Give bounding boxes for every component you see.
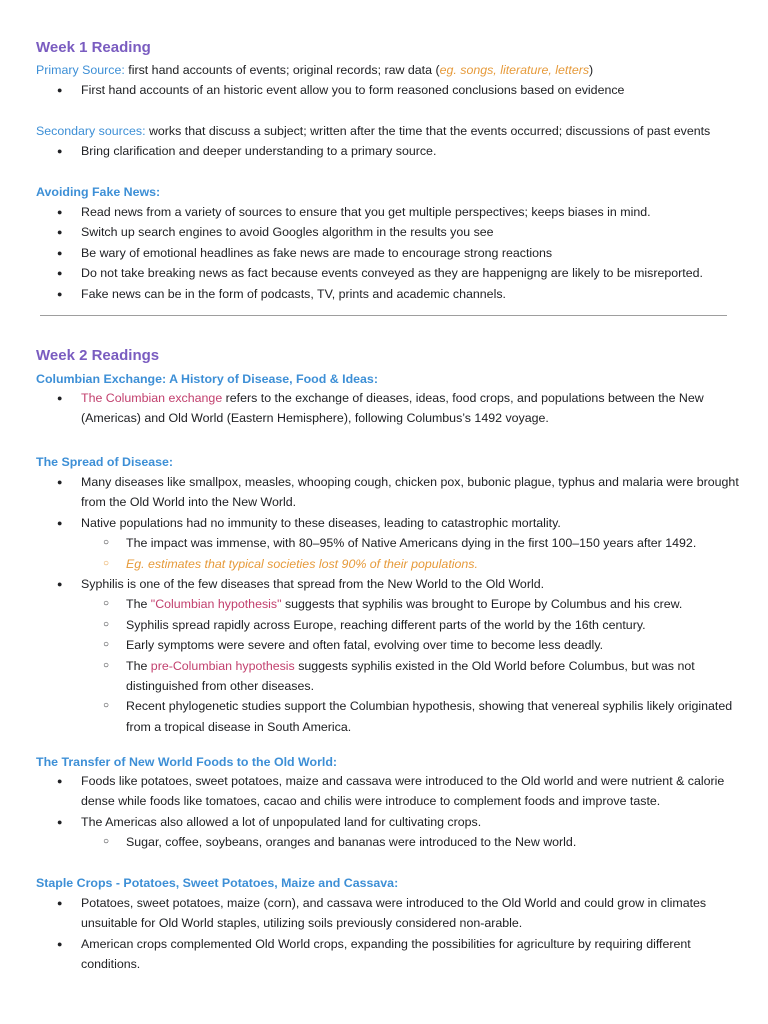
sub-list-item: ○ Early symptoms were severe and often fatal, evolving over time to become less deadly. (36, 635, 744, 655)
list-item: ● Do not take breaking news as fact because events conveyed as they are happenigng are likely to be misreported. (36, 263, 744, 283)
list-item: ● Read news from a variety of sources to ensure that you get multiple perspectives; keeps biases in mind. (36, 202, 744, 222)
primary-source-definition: Primary Source: first hand accounts of events; original records; raw data (eg. songs, literature, letters) (36, 63, 594, 77)
list-item: ● Native populations had no immunity to these diseases, leading to catastrophic mortality. (36, 513, 744, 533)
primary-source-bullets (36, 80, 744, 100)
spread-of-disease-heading: The Spread of Disease: (36, 455, 174, 469)
columbian-exchange-heading: Columbian Exchange: A History of Disease, Food & Ideas: (36, 372, 378, 386)
list-item: ● The Americas also allowed a lot of unpopulated land for cultivating crops. (36, 812, 744, 832)
week2-title: Week 2 Readings (36, 347, 160, 364)
list-item: ● Foods like potatoes, sweet potatoes, maize and cassava were introduced to the Old world and were nutrient & calorie dense while foods like tomatoes, cacao and chilis were introduce to complement foods and improve taste. (36, 771, 744, 812)
staple-crops-heading: Staple Crops - Potatoes, Sweet Potatoes, Maize and Cassava: (36, 876, 399, 890)
list-item: ● Many diseases like smallpox, measles, whooping cough, chicken pox, bubonic plague, typhus and malaria were brought from the Old World into the New World. (36, 472, 744, 513)
list-item: ● Be wary of emotional headlines as fake news are made to encourage strong reactions (36, 243, 744, 263)
secondary-source-term: Secondary sources: (36, 124, 146, 138)
sub-list-item: ○ The "Columbian hypothesis" suggests that syphilis was brought to Europe by Columbus and his crew. (36, 594, 744, 614)
list-item: ● American crops complemented Old World crops, expanding the possibilities for agriculture by requiring different conditions. (36, 934, 744, 975)
list-item: ● Syphilis is one of the few diseases that spread from the New World to the Old World. (36, 574, 744, 594)
pre-columbian-hypothesis-term: pre-Columbian hypothesis (150, 658, 295, 673)
sub-list-item: ○ The impact was immense, with 80–95% of Native Americans dying in the first 100–150 years after 1492. (36, 533, 744, 553)
sub-list-item: ○ Syphilis spread rapidly across Europe, reaching different parts of the world by the 16th century. (36, 615, 744, 635)
list-item: ● Switch up search engines to avoid Googles algorithm in the results you see (36, 222, 744, 242)
secondary-source-definition: Secondary sources: works that discuss a subject; written after the time that the events occurred; discussions of past events (36, 124, 711, 138)
list-item: ● Potatoes, sweet potatoes, maize (corn), and cassava were introduced to the Old World and could grow in climates unsuitable for Old World staples, utilizing soils previously considered non-arable. (36, 893, 744, 934)
staple-crops-bullets (36, 893, 744, 975)
sub-list-item: ○ Sugar, coffee, soybeans, oranges and bananas were introduced to the New world. (36, 832, 744, 852)
list-item: ● First hand accounts of an historic event allow you to form reasoned conclusions based on evidence (36, 80, 744, 100)
week1-title: Week 1 Reading (36, 39, 151, 56)
section-divider (40, 315, 727, 316)
fake-news-heading: Avoiding Fake News: (36, 185, 161, 199)
columbian-exchange-term: The Columbian exchange (81, 391, 223, 405)
secondary-source-bullets (36, 141, 744, 161)
fake-news-bullets (36, 202, 744, 304)
new-world-foods-heading: The Transfer of New World Foods to the Old World: (36, 755, 338, 769)
columbian-exchange-bullets (36, 388, 744, 429)
spread-of-disease-bullets (36, 472, 744, 737)
sub-list-item: ○ The pre-Columbian hypothesis suggests syphilis existed in the Old World before Columbus, but was not distinguished from other diseases. (36, 656, 744, 697)
sub-list-item: ○ Recent phylogenetic studies support the Columbian hypothesis, showing that venereal syphilis likely originated from a tropical disease in South America. (36, 696, 744, 737)
columbian-hypothesis-term: "Columbian hypothesis" (150, 597, 282, 612)
list-item: ● Fake news can be in the form of podcasts, TV, prints and academic channels. (36, 284, 744, 304)
list-item: ● The Columbian exchange refers to the exchange of dieases, ideas, food crops, and populations between the New (Americas) and Old World (Eastern Hemisphere), following Columbus’s 1492 voyage. (36, 388, 744, 429)
sub-list-item-example: ○ Eg. estimates that typical societies lost 90% of their populations. (36, 554, 744, 574)
primary-source-term: Primary Source: (36, 63, 125, 77)
primary-source-examples: eg. songs, literature, letters (439, 63, 590, 77)
list-item: ● Bring clarification and deeper understanding to a primary source. (36, 141, 744, 161)
new-world-foods-bullets (36, 771, 744, 853)
